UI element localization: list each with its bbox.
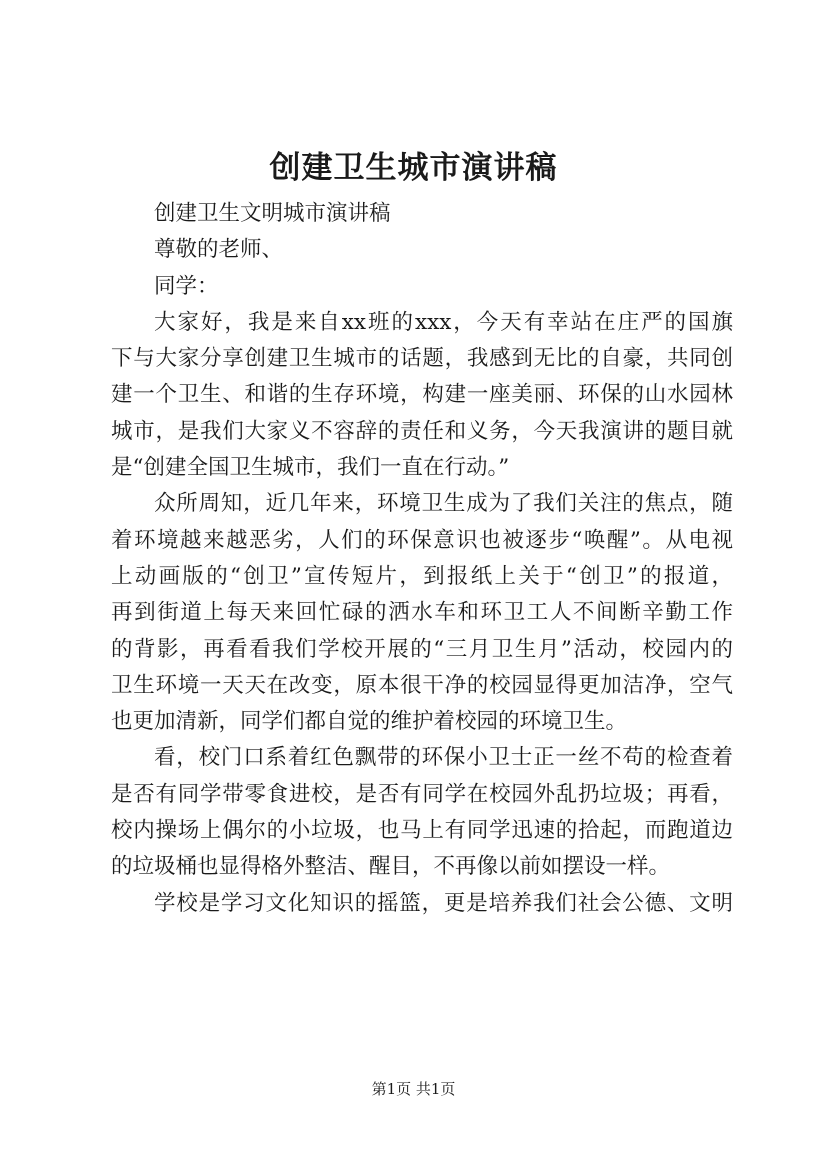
text-line: 校内操场上偶尔的小垃圾，也马上有同学迅速的拾起，而跑道边 bbox=[111, 818, 733, 844]
text-line: 卫生环境一天天在改变，原本很干净的校园显得更加洁净，空气 bbox=[111, 672, 733, 698]
text-line: 也更加清新，同学们都自觉的维护着校园的环境卫生。 bbox=[111, 709, 628, 735]
text-line: 建一个卫生、和谐的生存环境，构建一座美丽、环保的山水园林 bbox=[111, 382, 733, 408]
text-line: 城市，是我们大家义不容辞的责任和义务，今天我演讲的题目就 bbox=[111, 418, 733, 444]
text-line: 大家好，我是来自xx班的xxx，今天有幸站在庄严的国旗 bbox=[154, 309, 733, 335]
text-line: 学校是学习文化知识的摇篮，更是培养我们社会公德、文明 bbox=[154, 890, 733, 916]
subtitle: 创建卫生文明城市演讲稿 bbox=[154, 201, 391, 226]
text-line: 着环境越来越恶劣，人们的环保意识也被逐步“唤醒”。从电视 bbox=[111, 527, 733, 553]
text-line: 是“创建全国卫生城市，我们一直在行动。” bbox=[111, 455, 510, 481]
salutation-line: 尊敬的老师、 bbox=[154, 237, 284, 263]
page-number-footer: 第1页 共1页 bbox=[371, 1080, 456, 1098]
text-line: 是否有同学带零食进校，是否有同学在校园外乱扔垃圾；再看， bbox=[111, 781, 733, 807]
document-title: 创建卫生城市演讲稿 bbox=[269, 150, 558, 186]
text-line: 看，校门口系着红色飘带的环保小卫士正一丝不苟的检查着 bbox=[154, 745, 733, 771]
document-body bbox=[111, 196, 733, 922]
text-line: 再到街道上每天来回忙碌的洒水车和环卫工人不间断辛勤工作 bbox=[111, 600, 733, 626]
salutation-line: 同学： bbox=[154, 273, 219, 299]
text-line: 的垃圾桶也显得格外整洁、醒目，不再像以前如摆设一样。 bbox=[111, 854, 671, 880]
text-line: 上动画版的“创卫”宣传短片，到报纸上关于“创卫”的报道， bbox=[111, 563, 733, 589]
text-line: 众所周知，近几年来，环境卫生成为了我们关注的焦点，随 bbox=[154, 491, 733, 517]
text-line: 的背影，再看看我们学校开展的“三月卫生月”活动，校园内的 bbox=[111, 636, 733, 662]
text-line: 下与大家分享创建卫生城市的话题，我感到无比的自豪，共同创 bbox=[111, 346, 733, 372]
